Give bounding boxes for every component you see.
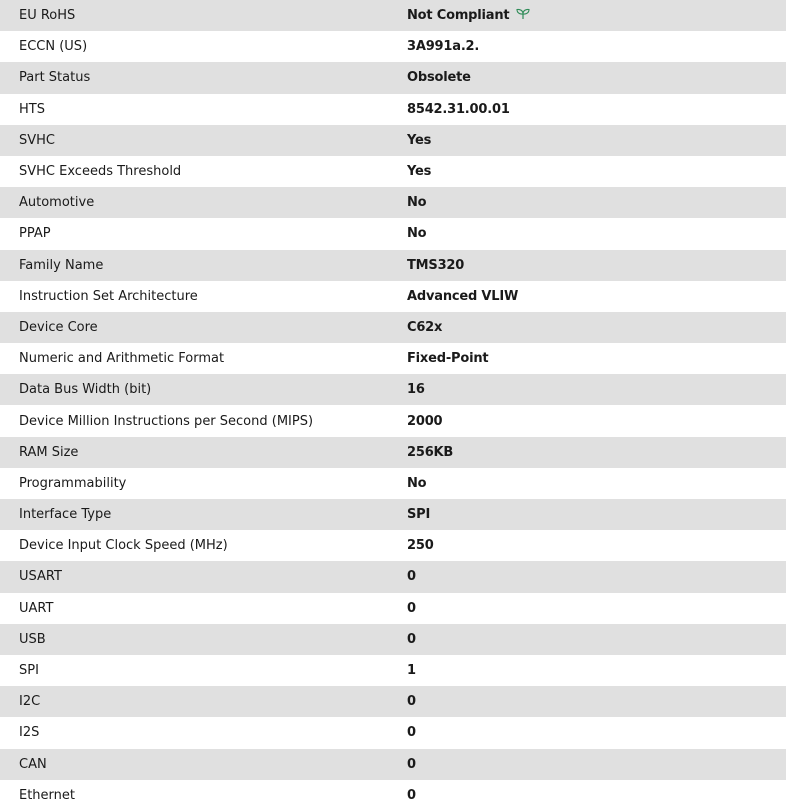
- spec-label: Ethernet: [19, 787, 75, 803]
- spec-label: Interface Type: [19, 507, 112, 523]
- spec-row-numeric-format: [0, 343, 786, 374]
- spec-label: SPI: [19, 663, 39, 679]
- spec-value: 8542.31.00.01: [407, 101, 510, 117]
- spec-row-eu-rohs: [0, 0, 786, 31]
- spec-value-cell: [407, 0, 786, 31]
- spec-value: 0: [407, 787, 416, 803]
- spec-value: Yes: [407, 132, 432, 148]
- spec-value: No: [407, 226, 427, 242]
- leaf-icon: [516, 8, 530, 20]
- spec-row-device-core: [0, 312, 786, 343]
- spec-label: Device Input Clock Speed (MHz): [19, 538, 228, 554]
- spec-value: 0: [407, 725, 416, 741]
- spec-row-usart: [0, 561, 786, 592]
- spec-value: 2000: [407, 413, 443, 429]
- spec-row-svhc: [0, 125, 786, 156]
- spec-value: SPI: [407, 507, 431, 523]
- spec-label: SVHC Exceeds Threshold: [19, 164, 182, 180]
- spec-value: 0: [407, 631, 416, 647]
- spec-row-isa: [0, 281, 786, 312]
- spec-value: 1: [407, 663, 416, 679]
- spec-row-hts: [0, 94, 786, 125]
- spec-row-svhc-threshold: [0, 156, 786, 187]
- spec-label: RAM Size: [19, 444, 79, 460]
- spec-value: Yes: [407, 164, 432, 180]
- spec-row-part-status: [0, 62, 786, 93]
- spec-row-can: [0, 749, 786, 780]
- spec-label: SVHC: [19, 132, 55, 148]
- spec-label: Part Status: [19, 70, 91, 86]
- spec-value: C62x: [407, 319, 443, 335]
- spec-label: HTS: [19, 101, 45, 117]
- spec-value: TMS320: [407, 257, 465, 273]
- spec-label: USART: [19, 569, 62, 585]
- spec-label: Data Bus Width (bit): [19, 382, 152, 398]
- spec-label: I2C: [19, 694, 41, 710]
- spec-value: No: [407, 195, 427, 211]
- spec-label: CAN: [19, 756, 47, 772]
- spec-value: 0: [407, 694, 416, 710]
- spec-label: Family Name: [19, 257, 104, 273]
- spec-label: EU RoHS: [19, 8, 76, 24]
- spec-label: Device Core: [19, 319, 98, 335]
- spec-row-interface-type: [0, 499, 786, 530]
- spec-row-uart: [0, 593, 786, 624]
- spec-label: Instruction Set Architecture: [19, 288, 198, 304]
- spec-row-clock-speed: [0, 530, 786, 561]
- spec-label: I2S: [19, 725, 40, 741]
- spec-value: 0: [407, 600, 416, 616]
- spec-row-spi: [0, 655, 786, 686]
- spec-row-eccn: [0, 31, 786, 62]
- spec-value: 256KB: [407, 444, 454, 460]
- spec-value: Fixed-Point: [407, 351, 489, 367]
- spec-row-i2c: [0, 686, 786, 717]
- spec-row-ethernet: [0, 780, 786, 811]
- spec-row-usb: [0, 624, 786, 655]
- spec-value: 3A991a.2.: [407, 39, 480, 55]
- spec-row-family-name: [0, 250, 786, 281]
- spec-label: Automotive: [19, 195, 95, 211]
- spec-row-mips: [0, 405, 786, 436]
- spec-row-automotive: [0, 187, 786, 218]
- spec-label: Device Million Instructions per Second (MIPS): [19, 413, 314, 429]
- spec-row-programmability: [0, 468, 786, 499]
- spec-value: 0: [407, 569, 416, 585]
- spec-row-ppap: [0, 218, 786, 249]
- spec-value: No: [407, 475, 427, 491]
- spec-value: Not Compliant: [407, 8, 510, 24]
- spec-label: ECCN (US): [19, 39, 88, 55]
- spec-value: 0: [407, 756, 416, 772]
- spec-value: 16: [407, 382, 425, 398]
- spec-label: Numeric and Arithmetic Format: [19, 351, 225, 367]
- spec-row-data-bus-width: [0, 374, 786, 405]
- spec-row-i2s: [0, 717, 786, 748]
- spec-value: Obsolete: [407, 70, 471, 86]
- spec-label: USB: [19, 631, 46, 647]
- spec-label: PPAP: [19, 226, 51, 242]
- spec-value: 250: [407, 538, 434, 554]
- spec-value: Advanced VLIW: [407, 288, 519, 304]
- spec-row-ram-size: [0, 437, 786, 468]
- spec-label: UART: [19, 600, 54, 616]
- spec-label: Programmability: [19, 475, 127, 491]
